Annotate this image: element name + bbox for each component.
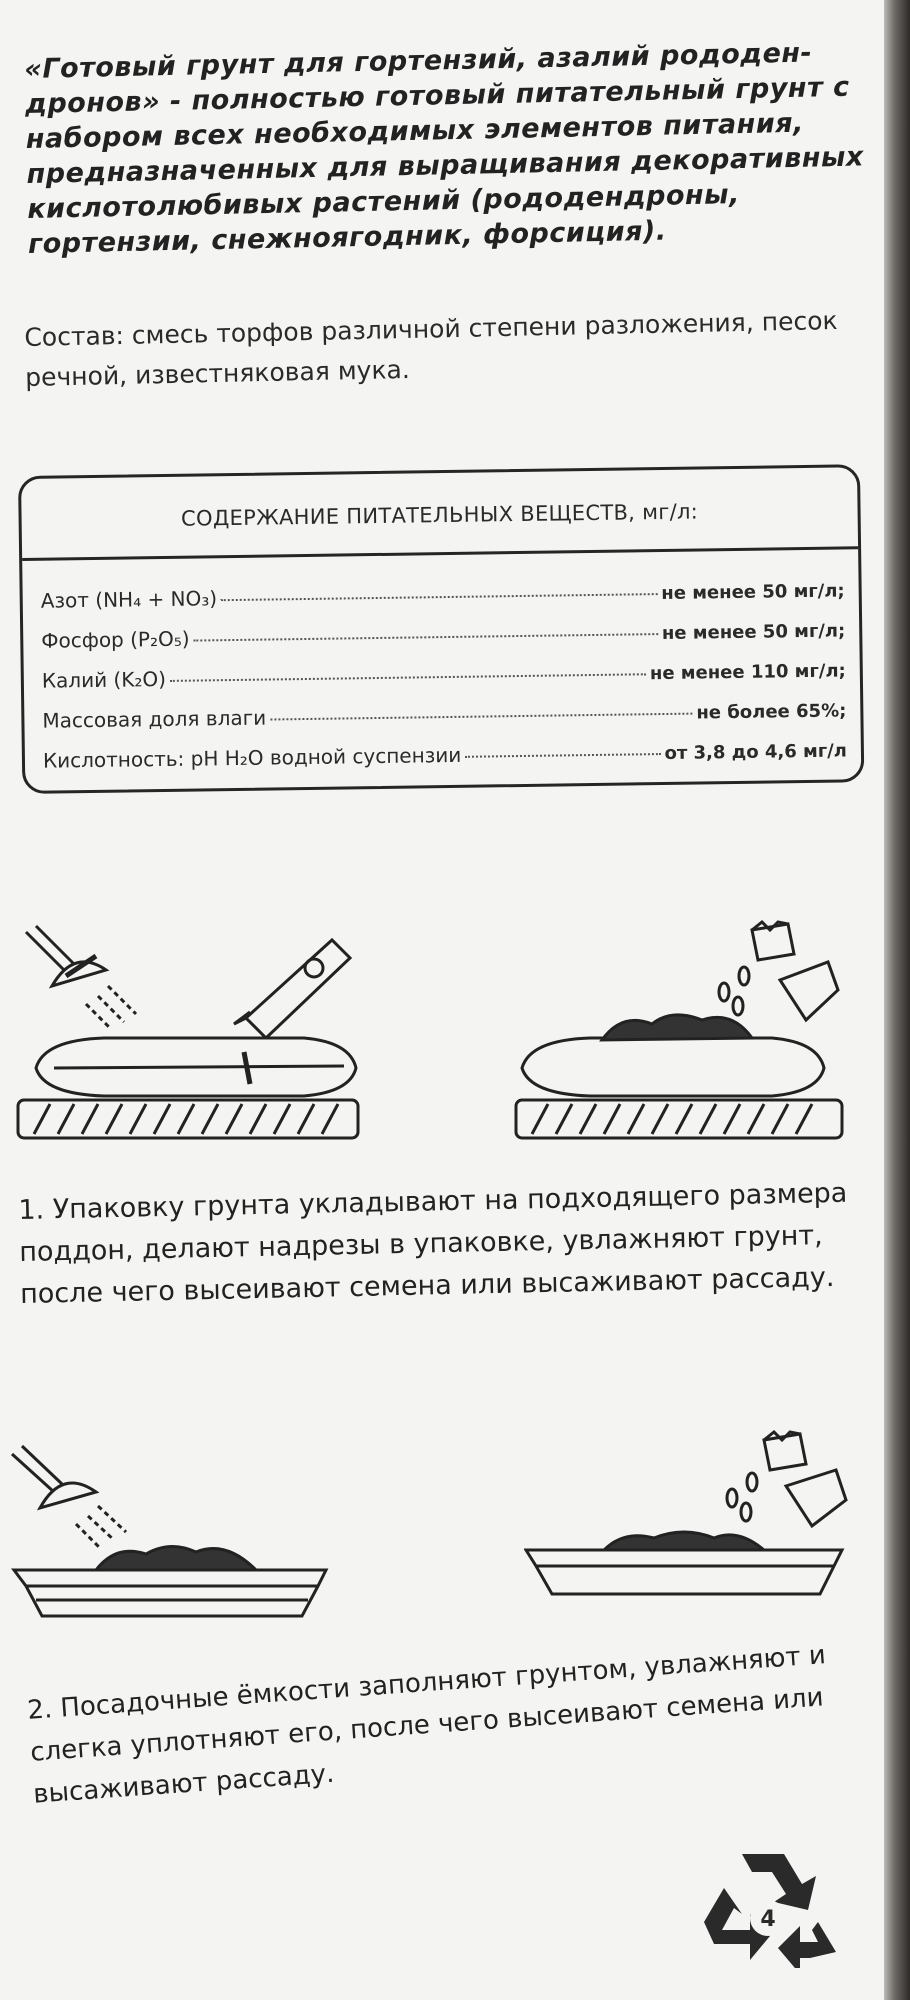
seed-packet-icon: [727, 1432, 846, 1526]
leader-dots: [194, 633, 658, 641]
soil-bag-icon: [522, 1015, 824, 1096]
nutrient-name: Калий (K₂O): [41, 666, 167, 693]
nutrient-value: не менее 110 мг/л;: [649, 660, 846, 685]
leader-dots: [170, 673, 646, 682]
nutrient-name: Азот (NH₄ + NO₃): [40, 586, 218, 613]
nutrient-value: от 3,8 до 4,6 мг/л: [664, 740, 848, 764]
soil-bag-icon: [36, 1038, 356, 1096]
pallet-icon: [18, 1100, 358, 1138]
step2-left-illustration: [6, 1440, 336, 1630]
pallet-icon: [516, 1100, 842, 1138]
step2-paragraph: 2. Посадочные ёмкости заполняют грунтом, увлажняют и слегка уплотняют его, после чего высеивают семена или высаживают рассаду.: [26, 1640, 827, 1810]
nutrient-value: не менее 50 мг/л;: [661, 580, 845, 605]
nutrient-value: не менее 50 мг/л;: [661, 620, 846, 645]
intro-paragraph: «Готовый грунт для гортензий, азалий рододен-дронов» - полностью готовый питательный грунт с набором всех необходимых элементов питания, предназначенных для выращивания декоративных кислотолюбивых растений (рододендроны, гортензии, снежноягодник, форсиция).: [24, 37, 865, 260]
leader-dots: [221, 593, 657, 601]
package-edge: [884, 0, 910, 2000]
table-divider: [22, 546, 858, 561]
leader-dots: [270, 713, 692, 721]
nutrient-name: Массовая доля влаги: [42, 705, 267, 733]
planting-tray-icon: [526, 1532, 842, 1594]
leader-dots: [465, 753, 660, 758]
step1-paragraph: 1. Упаковку грунта укладывают на подходящего размера поддон, делают надрезы в упаковке, увлажняют грунт, после чего высеивают семена или высаживают рассаду.: [18, 1177, 848, 1310]
composition-paragraph: Состав: смесь торфов различной степени разложения, песок речной, известняковая мука.: [24, 305, 838, 392]
planting-tray-icon: [14, 1546, 326, 1616]
watering-can-icon: [12, 1446, 126, 1548]
nutrients-title: СОДЕРЖАНИЕ ПИТАТЕЛЬНЫХ ВЕЩЕСТВ, мг/л:: [180, 499, 699, 531]
step2-right-illustration: [524, 1430, 854, 1620]
seed-packet-icon: [719, 922, 838, 1020]
nutrients-table: [18, 464, 864, 794]
nutrient-value: не более 65%;: [696, 700, 847, 724]
cutter-knife-icon: [234, 940, 350, 1038]
recycle-number: 4: [760, 1907, 776, 1932]
nutrient-name: Кислотность: pH H₂O водной суспензии: [42, 742, 462, 773]
step1-left-illustration: [14, 920, 374, 1150]
watering-can-icon: [26, 926, 136, 1028]
step1-right-illustration: [512, 920, 852, 1150]
recycle-icon: [680, 1848, 850, 1968]
nutrient-name: Фосфор (P₂O₅): [41, 626, 190, 653]
